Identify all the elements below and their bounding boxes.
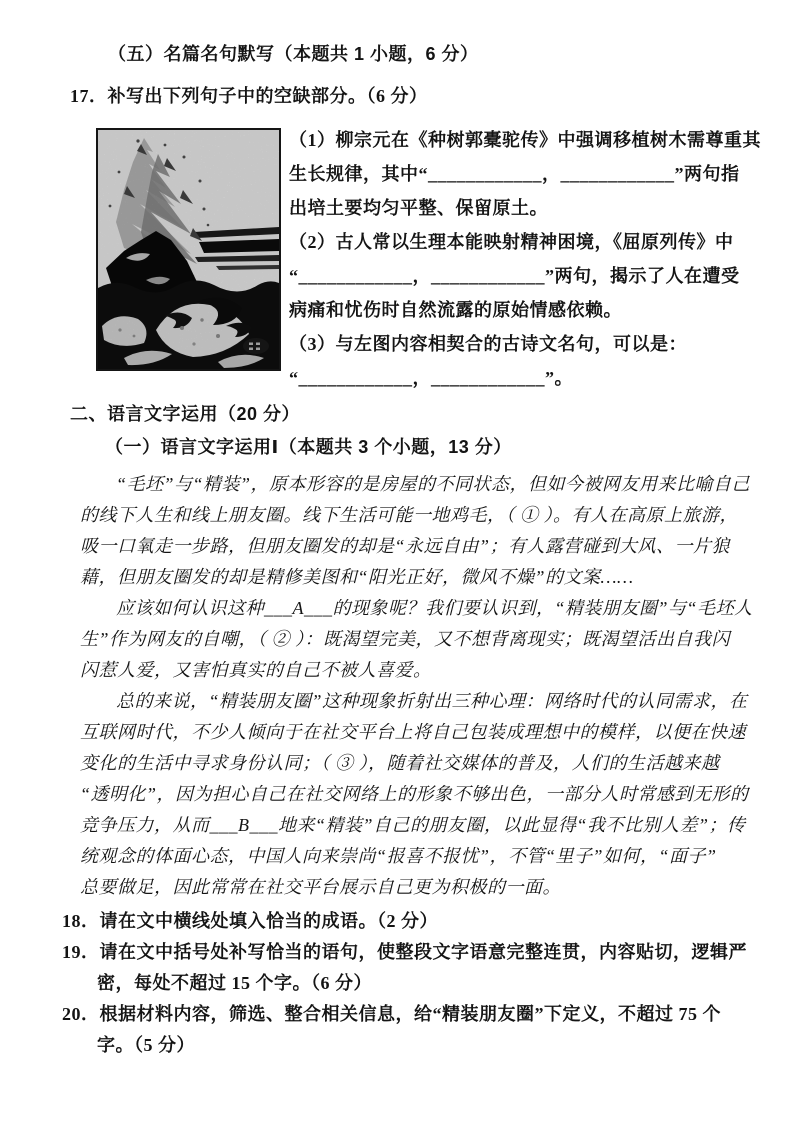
text-line: “____________，____________”两句，揭示了人在遭受 (289, 266, 740, 286)
text-line: （1）柳宗元在《种树郭橐驼传》中强调移植树木需尊重其 (289, 130, 761, 150)
text-line: “毛坯”与“精装”，原本形容的是房屋的不同状态，但如今被网友用来比喻自己 (116, 474, 751, 494)
wave-artwork-image (96, 128, 281, 371)
text-line: 的线下人生和线上朋友圈。线下生活可能一地鸡毛，（ ① ）。有人在高原上旅游， (80, 505, 738, 525)
text-line: “____________，____________”。 (289, 368, 573, 388)
question-19 (62, 937, 794, 999)
text-line: 生”作为网友的自嘲，（ ② ）：既渴望完美，又不想背离现实；既渴望活出自我闪 (80, 629, 731, 649)
text-line: （3）与左图内容相契合的古诗文名句，可以是： (289, 334, 687, 354)
wave-woodcut-graphic (98, 130, 279, 369)
text-line: 总的来说，“精装朋友圈”这种现象折射出三种心理：网络时代的认同需求，在 (116, 691, 748, 711)
text-line: 总要做足，因此常常在社交平台展示自己更为积极的一面。 (80, 877, 561, 897)
question-20 (62, 999, 794, 1061)
text-line: 竞争压力，从而___B___地来“精装”自己的朋友圈，以此显得“我不比别人差”；传 (80, 815, 746, 835)
text-line: 互联网时代，不少人倾向于在社交平台上将自己包装成理想中的模样，以便在快速 (80, 722, 746, 742)
text-line: 19．请在文中括号处补写恰当的语句，使整段文字语意完整连贯，内容贴切，逻辑严 (62, 942, 747, 962)
text-line: 闪惹人爱，又害怕真实的自己不被人喜爱。 (80, 660, 432, 680)
question-17-block (96, 123, 800, 395)
text-line: 吸一口氧走一步路，但朋友圈发的却是“永远自由”；有人露营碰到大风、一片狼 (80, 536, 731, 556)
text-line: 20．根据材料内容，筛选、整合相关信息，给“精装朋友圈”下定义，不超过 75 个 (62, 1004, 721, 1024)
text-line: 变化的生活中寻求身份认同；（ ③ ），随着社交媒体的普及，人们的生活越来越 (80, 753, 720, 773)
reading-passage (80, 469, 792, 903)
section-2-heading: 二、语言文字运用（20 分） (70, 404, 301, 424)
text-line: 藉，但朋友圈发的却是精修美图和“阳光正好，微风不燥”的文案…… (80, 567, 634, 587)
text-line: 18．请在文中横线处填入恰当的成语。（2 分） (62, 911, 438, 931)
text-line: “透明化”，因为担心自己在社交网络上的形象不够出色，一部分人时常感到无形的 (80, 784, 749, 804)
text-line: 生长规律，其中“____________，____________”两句指 (289, 164, 740, 184)
text-line: 应该如何认识这种___A___的现象呢？我们要认识到，“精装朋友圈”与“毛坯人 (116, 598, 753, 618)
question-17-stem: 17．补写出下列句子中的空缺部分。（6 分） (70, 86, 428, 106)
question-18 (62, 906, 794, 937)
text-line: （2）古人常以生理本能映射精神困境，《屈原列传》中 (289, 232, 734, 252)
text-line: 密，每处不超过 15 个字。（6 分） (97, 973, 372, 993)
section-2-part-1-heading: （一）语言文字运用Ⅰ（本题共 3 个小题，13 分） (105, 437, 512, 457)
question-17-items (289, 123, 789, 395)
passage-paragraph-3 (80, 686, 792, 903)
text-line: 统观念的体面心态，中国人向来崇尚“报喜不报忧”，不管“里子”如何，“面子” (80, 846, 717, 866)
text-line: 病痛和忧伤时自然流露的原始情感依赖。 (289, 300, 622, 320)
text-line: 字。（5 分） (97, 1035, 195, 1055)
text-line: 出培土要均匀平整、保留原土。 (289, 198, 548, 218)
section-5-heading: （五）名篇名句默写（本题共 1 小题，6 分） (108, 44, 479, 64)
questions-18-20 (62, 906, 794, 1061)
passage-paragraph-2 (80, 593, 792, 686)
passage-paragraph-1 (80, 469, 792, 593)
